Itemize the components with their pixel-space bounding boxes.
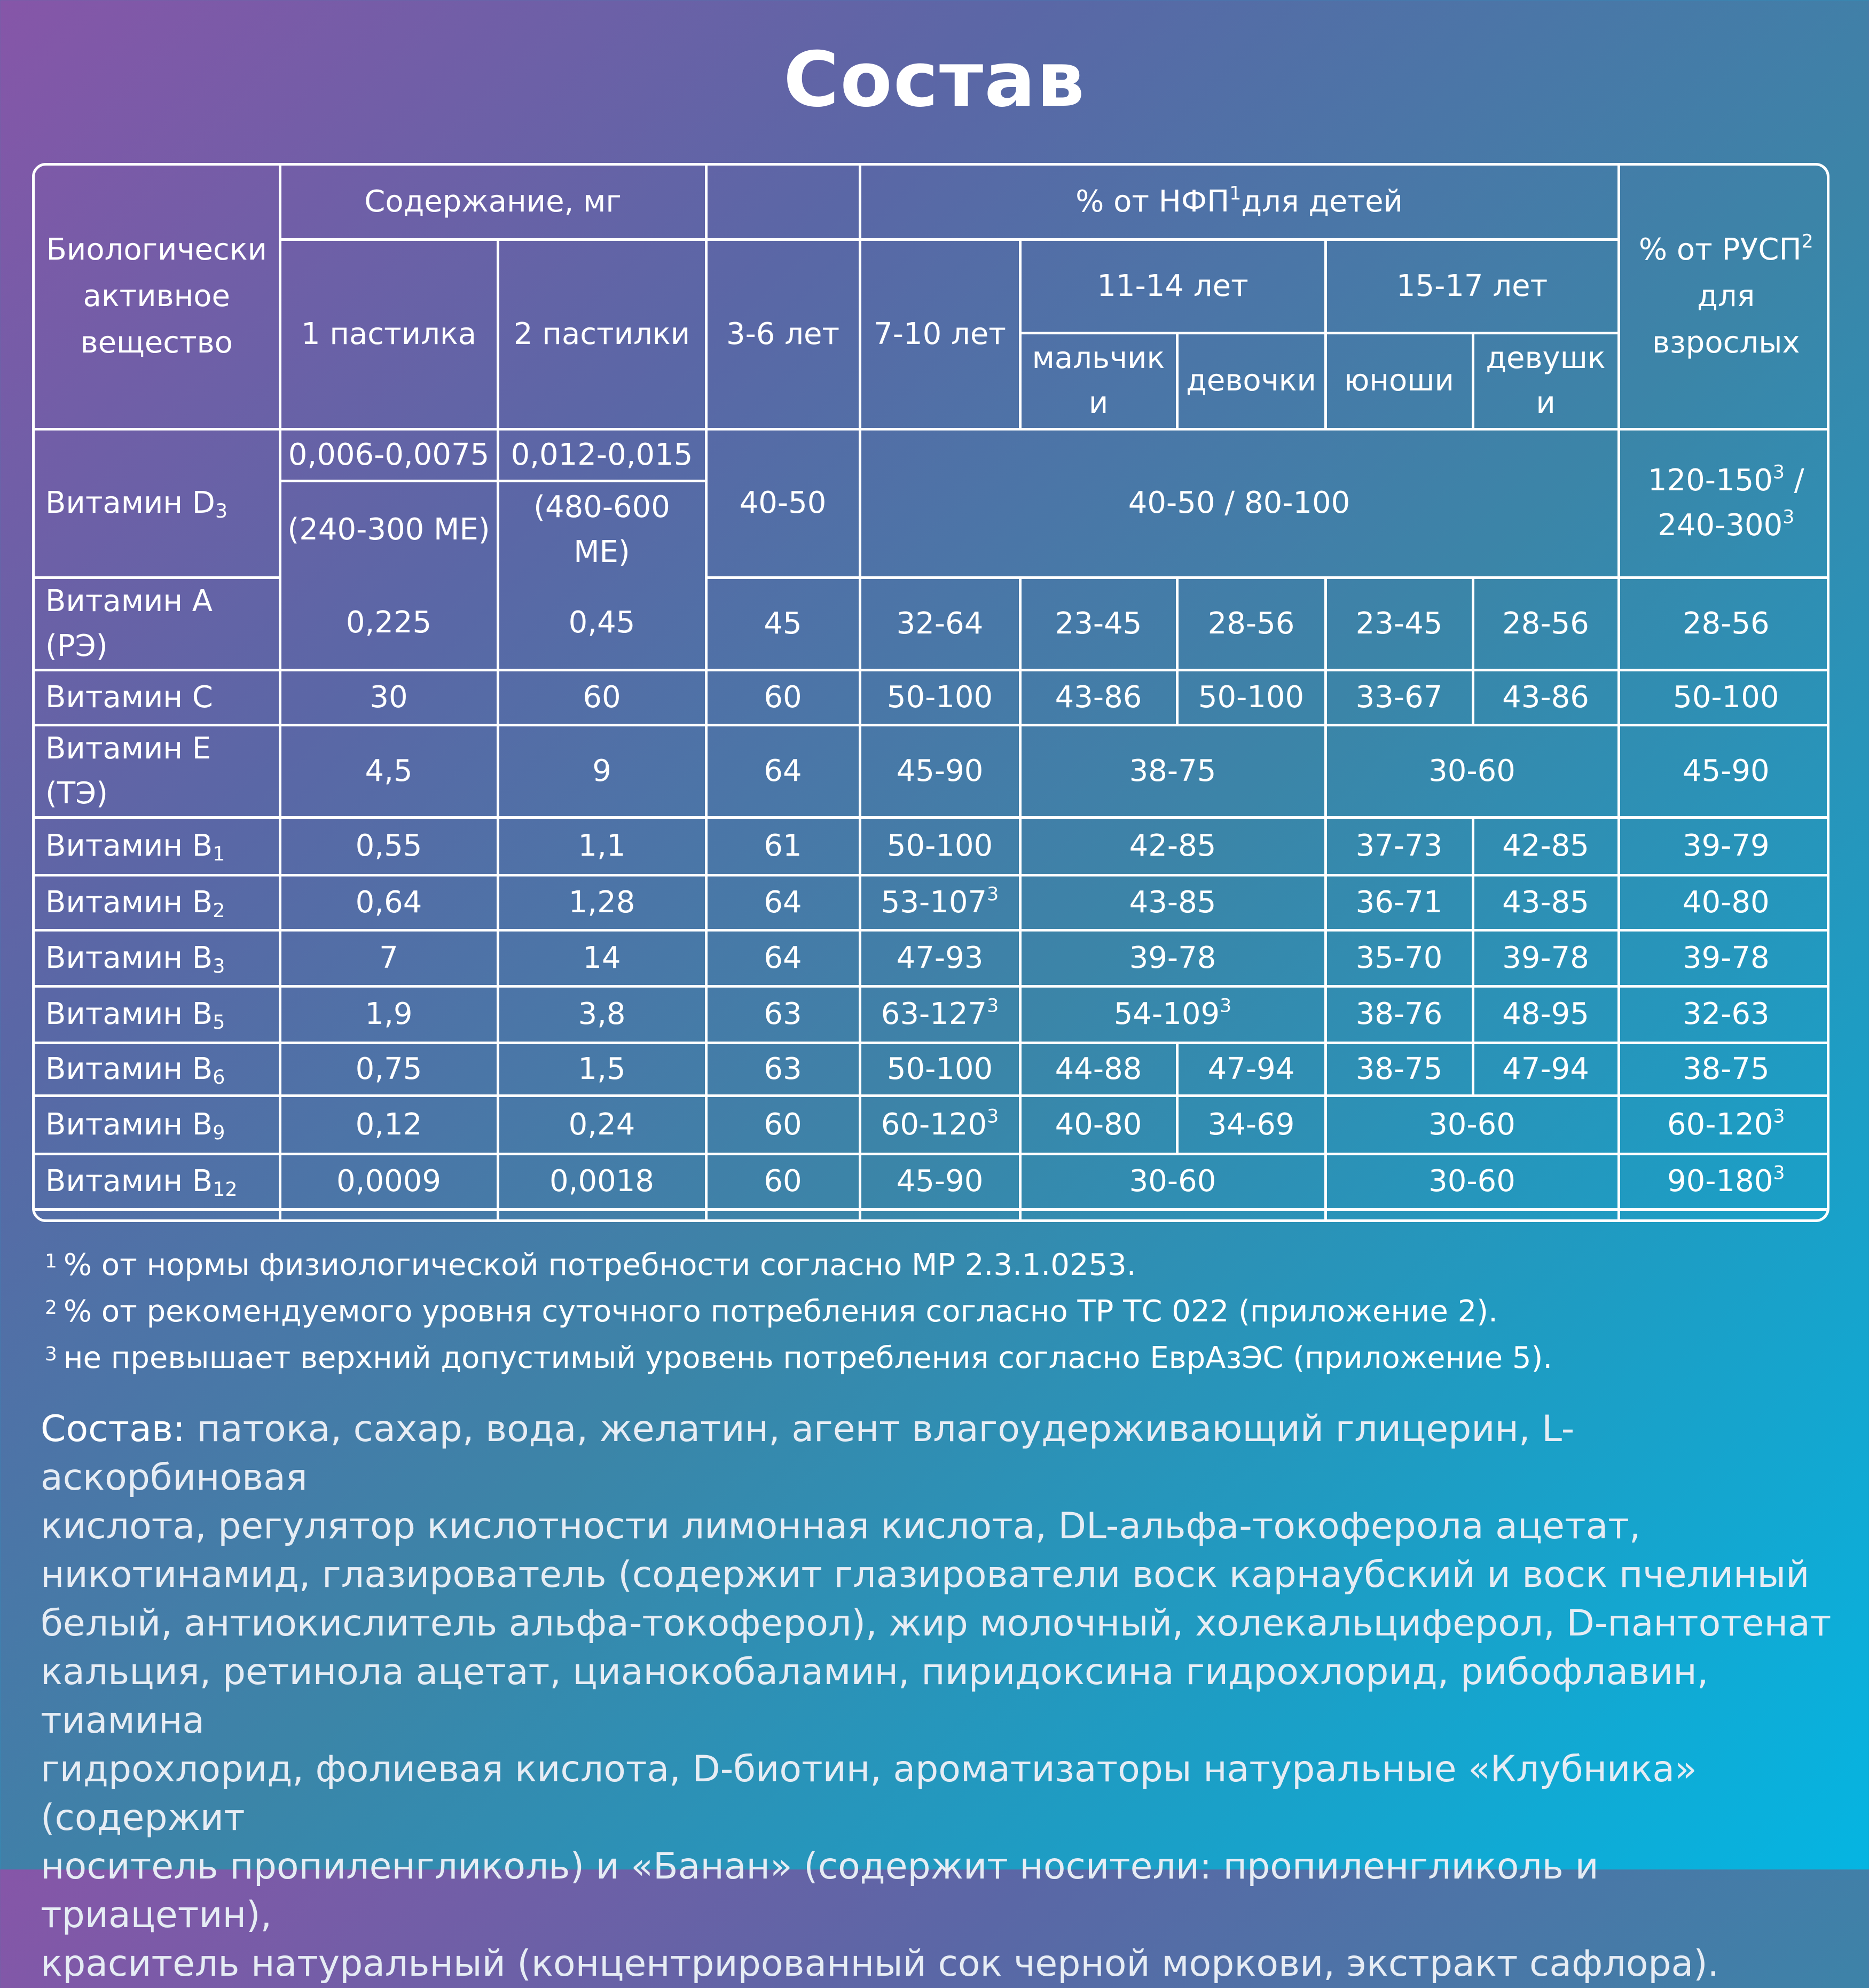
value-one-pastille: 0,12 (280, 1095, 498, 1154)
value-adult: 39-78 (1619, 930, 1829, 986)
vitamin-d3-row (35, 429, 1829, 481)
header-two-pastilles: 2 пастилки (498, 239, 706, 429)
value-age-7-10: 45-90 (860, 1154, 1020, 1209)
ingredients-line: никотинамид, глазирователь (содержит глазирователи воск карнаубский и воск пчелиный (41, 1554, 1810, 1596)
value-age-3-6: 64 (706, 930, 860, 986)
table-row (35, 725, 1829, 817)
value-girls-11-14: 34-69 (1177, 1095, 1325, 1154)
composition-table-frame (32, 163, 1829, 1222)
table-row (35, 1095, 1829, 1154)
header-substance: Биологически активное вещество (35, 166, 280, 429)
value-age-3-6: 60 (706, 1154, 860, 1209)
ingredients (41, 1405, 1840, 1988)
header-boys: мальчики (1020, 333, 1177, 429)
footnote-3: $^3$ не превышает верхний допустимый уровень потребления согласно ЕврАзЭС (приложение 5). (45, 1341, 1553, 1375)
substance-name: Витамин $В_2$ (35, 875, 280, 930)
value-age-3-6: 61 (706, 817, 860, 875)
vitamin-d3-adult: $120-150^3$ / $240-300^3$ (1619, 429, 1829, 577)
value-girls-15-17: 28-56 (1473, 577, 1619, 670)
vitamin-d3-two-me: (480-600 МЕ) (498, 481, 706, 577)
value-two-pastilles: 3,8 (498, 986, 706, 1043)
value-girls-15-17: 43-86 (1473, 670, 1619, 725)
value-boys: 44-88 (1020, 1043, 1177, 1095)
value-two-pastilles (498, 1209, 706, 1222)
value-two-pastilles: 60 (498, 670, 706, 725)
value-age-11-14: 43-85 (1020, 875, 1325, 930)
substance-name: Витамин А (РЭ) (35, 577, 280, 670)
header-girls-11-14: девочки (1177, 333, 1325, 429)
vitamin-d3-one-mg: 0,006-0,0075 (280, 429, 498, 481)
value-one-pastille: 7 (280, 930, 498, 986)
value-age-3-6: 60 (706, 1095, 860, 1154)
ingredients-line: краситель натуральный (концентрированный сок черной моркови, экстракт сафлора). (41, 1943, 1719, 1985)
value-age-3-6 (706, 1209, 860, 1222)
value-two-pastilles: 0,45 (498, 577, 706, 670)
composition-table (35, 166, 1829, 1222)
value-one-pastille (280, 1209, 498, 1222)
substance-name (35, 1209, 280, 1222)
substance-name: Витамин $В_9$ (35, 1095, 280, 1154)
value-age-11-14 (1020, 1209, 1325, 1222)
value-boys: 23-45 (1020, 577, 1177, 670)
substance-name: Витамин $В_3$ (35, 930, 280, 986)
value-girls-11-14: 50-100 (1177, 670, 1325, 725)
page-title: Состав (783, 36, 1086, 124)
value-age-7-10: 45-90 (860, 725, 1020, 817)
value-youths: 33-67 (1325, 670, 1473, 725)
value-adult: $90-180^3$ (1619, 1154, 1829, 1209)
table-row (35, 670, 1829, 725)
value-boys: 40-80 (1020, 1095, 1177, 1154)
ingredients-line: носитель пропиленгликоль) и «Банан» (содержит носители: пропиленгликоль и триацетин), (41, 1845, 1599, 1936)
value-youths: 36-71 (1325, 875, 1473, 930)
value-age-11-14: $54-109^3$ (1020, 986, 1325, 1043)
value-youths: 38-76 (1325, 986, 1473, 1043)
value-age-15-17 (1325, 1209, 1619, 1222)
value-age-3-6: 63 (706, 986, 860, 1043)
header-content: Содержание, мг (280, 166, 706, 239)
footnotes (45, 1240, 1823, 1380)
value-adult: 32-63 (1619, 986, 1829, 1043)
value-age-7-10: 47-93 (860, 930, 1020, 986)
value-two-pastilles: 1,5 (498, 1043, 706, 1095)
header-age-15-17: 15-17 лет (1325, 239, 1619, 333)
value-adult: 38-75 (1619, 1043, 1829, 1095)
value-age-7-10: 32-64 (860, 577, 1020, 670)
value-age-15-17: 30-60 (1325, 725, 1619, 817)
value-adult: 45-90 (1619, 725, 1829, 817)
substance-name: Витамин $В_{12}$ (35, 1154, 280, 1209)
value-girls-15-17: 47-94 (1473, 1043, 1619, 1095)
value-youths: 35-70 (1325, 930, 1473, 986)
value-girls-15-17: 43-85 (1473, 875, 1619, 930)
table-row (35, 817, 1829, 875)
value-age-3-6: 45 (706, 577, 860, 670)
ingredients-label: Состав: (41, 1408, 185, 1450)
ingredients-line: кальция, ретинола ацетат, цианокобаламин, пиридоксина гидрохлорид, рибофлавин, тиамина (41, 1651, 1709, 1742)
value-age-7-10: $53-107^3$ (860, 875, 1020, 930)
data-rows (35, 577, 1829, 1222)
substance-name: Витамин $В_5$ (35, 986, 280, 1043)
value-one-pastille: 0,55 (280, 817, 498, 875)
header-age-7-10: 7-10 лет (860, 239, 1020, 429)
ingredients-line: Состав: патока, сахар, вода, желатин, агент влагоудерживающий глицерин, L-аскорбиновая (41, 1408, 1575, 1499)
substance-name: Витамин $В_6$ (35, 1043, 280, 1095)
value-boys: 43-86 (1020, 670, 1177, 725)
table-row (35, 986, 1829, 1043)
footnote-2: $^2$ % от рекомендуемого уровня суточного потребления согласно ТР ТС 022 (приложение 2). (45, 1294, 1498, 1329)
header-nfp: % от НФП$^1$для детей (860, 166, 1619, 239)
substance-name: Витамин С (35, 670, 280, 725)
header-age-3-6: 3-6 лет (706, 239, 860, 429)
value-adult: 40-80 (1619, 875, 1829, 930)
value-age-15-17: 30-60 (1325, 1154, 1619, 1209)
value-two-pastilles: 0,24 (498, 1095, 706, 1154)
value-age-11-14: 42-85 (1020, 817, 1325, 875)
header-blank (706, 166, 860, 239)
header-youths: юноши (1325, 333, 1473, 429)
value-age-7-10: $60-120^3$ (860, 1095, 1020, 1154)
value-age-7-10: 50-100 (860, 670, 1020, 725)
table-row (35, 875, 1829, 930)
value-age-11-14: 38-75 (1020, 725, 1325, 817)
value-age-3-6: 64 (706, 875, 860, 930)
value-girls-11-14: 47-94 (1177, 1043, 1325, 1095)
header-rusp: % от РУСП$^2$ для взрослых (1619, 166, 1829, 429)
value-youths: 37-73 (1325, 817, 1473, 875)
value-age-7-10 (860, 1209, 1020, 1222)
value-age-7-10: $63-127^3$ (860, 986, 1020, 1043)
value-adult: 39-79 (1619, 817, 1829, 875)
vitamin-d3-age-3-6: 40-50 (706, 429, 860, 577)
table-row (35, 1043, 1829, 1095)
value-girls-15-17: 48-95 (1473, 986, 1619, 1043)
value-girls-11-14: 28-56 (1177, 577, 1325, 670)
value-girls-15-17: 42-85 (1473, 817, 1619, 875)
substance-name: Витамин $В_1$ (35, 817, 280, 875)
value-one-pastille: 30 (280, 670, 498, 725)
value-two-pastilles: 0,0018 (498, 1154, 706, 1209)
value-one-pastille: 0,0009 (280, 1154, 498, 1209)
table-row (35, 1154, 1829, 1209)
header-row-1 (35, 166, 1829, 239)
value-age-3-6: 63 (706, 1043, 860, 1095)
value-age-7-10: 50-100 (860, 1043, 1020, 1095)
substance-name: Витамин Е (ТЭ) (35, 725, 280, 817)
table-row (35, 1209, 1829, 1222)
vitamin-d3-two-mg: 0,012-0,015 (498, 429, 706, 481)
vitamin-d3-children: 40-50 / 80-100 (860, 429, 1619, 577)
value-two-pastilles: 1,1 (498, 817, 706, 875)
header-row-2 (35, 239, 1829, 333)
value-adult: 28-56 (1619, 577, 1829, 670)
header-girls-15-17: девушки (1473, 333, 1619, 429)
value-age-3-6: 64 (706, 725, 860, 817)
value-two-pastilles: 1,28 (498, 875, 706, 930)
value-adult: $60-120^3$ (1619, 1095, 1829, 1154)
value-one-pastille: 0,225 (280, 577, 498, 670)
table-row (35, 577, 1829, 670)
value-girls-15-17: 39-78 (1473, 930, 1619, 986)
header-age-11-14: 11-14 лет (1020, 239, 1325, 333)
ingredients-line: кислота, регулятор кислотности лимонная кислота, DL-альфа-токоферола ацетат, (41, 1505, 1641, 1547)
footnote-1: $^1$ % от нормы физиологической потребности согласно МР 2.3.1.0253. (45, 1248, 1136, 1282)
table-row (35, 930, 1829, 986)
value-age-7-10: 50-100 (860, 817, 1020, 875)
value-age-3-6: 60 (706, 670, 860, 725)
value-youths: 38-75 (1325, 1043, 1473, 1095)
value-age-11-14: 39-78 (1020, 930, 1325, 986)
value-two-pastilles: 14 (498, 930, 706, 986)
value-one-pastille: 1,9 (280, 986, 498, 1043)
header-one-pastille: 1 пастилка (280, 239, 498, 429)
ingredients-line: гидрохлорид, фолиевая кислота, D-биотин, ароматизаторы натуральные «Клубника» (содержит (41, 1748, 1697, 1839)
value-age-15-17: 30-60 (1325, 1095, 1619, 1154)
value-adult (1619, 1209, 1829, 1222)
value-two-pastilles: 9 (498, 725, 706, 817)
value-age-11-14: 30-60 (1020, 1154, 1325, 1209)
value-one-pastille: 4,5 (280, 725, 498, 817)
ingredients-line: белый, антиокислитель альфа-токоферол), жир молочный, холекальциферол, D-пантотенат (41, 1602, 1832, 1645)
value-one-pastille: 0,75 (280, 1043, 498, 1095)
value-youths: 23-45 (1325, 577, 1473, 670)
vitamin-d3-one-me: (240-300 МЕ) (280, 481, 498, 577)
vitamin-d3-name: Витамин $D_3$ (35, 429, 280, 577)
value-adult: 50-100 (1619, 670, 1829, 725)
value-one-pastille: 0,64 (280, 875, 498, 930)
